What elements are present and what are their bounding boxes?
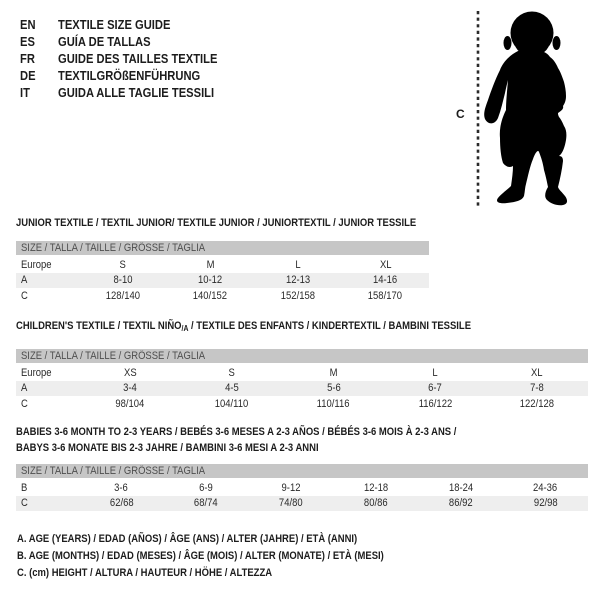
column-header-cell — [254, 259, 342, 271]
row-label — [16, 497, 79, 509]
row-cell — [254, 290, 342, 302]
row-label-text: A — [21, 274, 28, 287]
row-cell-text: 152/158 — [280, 289, 315, 302]
table-title — [16, 215, 429, 231]
row-cell — [167, 290, 255, 302]
column-header-label — [16, 367, 79, 379]
language-row — [20, 67, 243, 84]
row-cell-text: 122/128 — [519, 397, 555, 410]
language-label: GUÍA DE TALLAS — [58, 34, 151, 49]
row-cell-text: 5-6 — [326, 382, 341, 395]
size-table-junior — [16, 215, 429, 304]
column-header-cell — [181, 367, 283, 379]
table-row — [16, 273, 429, 289]
table-title — [16, 424, 588, 456]
row-cell-text: 74/80 — [279, 497, 303, 510]
size-header-bar — [16, 464, 588, 478]
footnote-text: B. AGE (MONTHS) / EDAD (MESES) / ÂGE (MOIS) / ALTER (MONATE) / ETÀ (MESI) — [17, 550, 384, 562]
column-header-cell-text: XS — [123, 366, 137, 379]
row-cell — [342, 274, 430, 286]
row-label — [16, 290, 79, 302]
row-label-text: C — [21, 289, 28, 302]
row-cell — [167, 274, 255, 286]
row-cell-text: 7-8 — [530, 382, 544, 395]
language-row — [20, 84, 243, 101]
language-label: TEXTILE SIZE GUIDE — [58, 17, 171, 32]
table-row — [16, 381, 588, 397]
column-header-label — [16, 259, 79, 271]
language-code — [20, 34, 58, 49]
table-title-segment: BABIES 3-6 MONTH TO 2-3 YEARS / BEBÉS 3-6 MESES A 2-3 AÑOS / BÉBÉS 3-6 MOIS À 2-3 ANS / — [16, 426, 457, 438]
language-code-text: DE — [20, 68, 36, 83]
row-cell-text: 3-6 — [114, 481, 129, 494]
row-cell — [418, 482, 503, 494]
language-code — [20, 85, 58, 100]
column-header-cell-text: XL — [531, 366, 543, 379]
row-cell-text: 24-36 — [533, 481, 558, 494]
column-header-cell — [283, 367, 385, 379]
row-cell-text: 158/170 — [368, 289, 403, 302]
row-cell — [333, 497, 418, 509]
row-cell-text: 3-4 — [123, 382, 137, 395]
row-label — [16, 482, 79, 494]
row-cell-text: 18-24 — [448, 481, 473, 494]
column-header-cell — [79, 259, 167, 271]
column-header-row — [16, 257, 429, 273]
column-header-cell — [79, 367, 181, 379]
table-title-text — [16, 215, 416, 231]
row-cell — [164, 482, 249, 494]
table-title-segment: /A — [181, 324, 189, 333]
column-header-label-text: Europe — [21, 366, 52, 379]
language-code-text: FR — [20, 51, 35, 66]
row-cell-text: 68/74 — [194, 497, 219, 510]
row-cell-text: 110/116 — [317, 397, 350, 410]
language-row — [20, 50, 243, 67]
table-title-segment: CHILDREN'S TEXTILE / TEXTIL NIÑO — [16, 320, 182, 332]
footnote-text: A. AGE (YEARS) / EDAD (AÑOS) / ÂGE (ANS) / ALTER (JAHRE) / ETÀ (ANNI) — [17, 533, 358, 545]
language-guide — [20, 16, 243, 101]
row-label-text: C — [21, 397, 28, 410]
row-cell-text: 10-12 — [198, 274, 223, 287]
size-header-text: SIZE / TALLA / TAILLE / GRÖSSE / TAGLIA — [21, 242, 206, 254]
table-row — [16, 396, 588, 412]
language-code-text: EN — [20, 17, 36, 32]
table-title-line — [16, 424, 588, 440]
column-header-cell-text: M — [329, 366, 338, 379]
row-cell — [79, 274, 167, 286]
height-marker-label: C — [456, 107, 465, 121]
row-label-text: A — [21, 382, 28, 395]
row-cell-text: 62/68 — [109, 497, 134, 510]
language-code — [20, 17, 58, 32]
language-code-text: ES — [20, 34, 35, 49]
row-cell — [283, 398, 385, 410]
footnote-line — [17, 531, 444, 548]
row-label — [16, 274, 79, 286]
row-cell-text: 8-10 — [113, 274, 133, 287]
table-title-segment: JUNIOR TEXTILE / TEXTIL JUNIOR/ TEXTILE JUNIOR / JUNIORTEXTIL / JUNIOR TESSILE — [16, 217, 417, 229]
row-cell — [384, 382, 486, 394]
footnote-line — [17, 565, 444, 582]
baby-figure-svg — [446, 2, 588, 214]
column-header-cell-text: XL — [379, 258, 392, 271]
row-cell — [342, 290, 430, 302]
table-row — [16, 480, 588, 496]
table-title-line — [16, 318, 588, 337]
row-cell — [333, 482, 418, 494]
table-title-segment: / TEXTILE DES ENFANTS / KINDERTEXTIL / BAMBINI TESSILE — [188, 320, 472, 332]
language-code-text: IT — [20, 85, 30, 100]
language-label: GUIDE DES TAILLES TEXTILE — [58, 51, 218, 66]
column-header-cell-text: S — [228, 366, 235, 379]
row-cell — [254, 274, 342, 286]
column-header-label-text: Europe — [21, 258, 52, 271]
row-cell — [249, 482, 334, 494]
language-row — [20, 33, 243, 50]
row-cell-text: 86/92 — [448, 497, 473, 510]
column-header-cell — [486, 367, 588, 379]
size-table-babies — [16, 424, 588, 511]
size-header-bar — [16, 349, 588, 363]
row-cell-text: 14-16 — [373, 274, 398, 287]
table-row — [16, 288, 429, 304]
language-label: TEXTILGRÖßENFÜHRUNG — [58, 68, 201, 83]
row-cell — [486, 382, 588, 394]
column-header-row — [16, 365, 588, 381]
row-cell — [418, 497, 503, 509]
row-cell — [384, 398, 486, 410]
table-title-segment: BABYS 3-6 MONATE BIS 2-3 JAHRE / BAMBINI 3-6 MESI A 2-3 ANNI — [16, 442, 319, 454]
row-cell-text: 92/98 — [533, 497, 558, 510]
row-cell — [79, 497, 164, 509]
row-label — [16, 382, 79, 394]
row-cell-text: 104/110 — [214, 397, 249, 410]
row-cell — [249, 497, 334, 509]
language-label: GUIDA ALLE TAGLIE TESSILI — [58, 85, 215, 100]
table-title — [16, 318, 588, 337]
row-cell — [486, 398, 588, 410]
column-header-cell-text: L — [432, 366, 438, 379]
table-title-text — [16, 440, 319, 456]
row-label-text: B — [21, 481, 28, 494]
table-title-line — [16, 440, 588, 456]
table-title-text — [16, 424, 456, 440]
column-header-cell-text: L — [295, 258, 301, 271]
table-row — [16, 496, 588, 512]
table-title-text — [16, 318, 471, 337]
size-table-children — [16, 318, 588, 412]
row-cell — [79, 382, 181, 394]
footnote-text: C. (cm) HEIGHT / ALTURA / HAUTEUR / HÖHE / ALTEZZA — [17, 567, 273, 579]
table-title-line — [16, 215, 429, 231]
row-cell-text: 4-5 — [224, 382, 239, 395]
row-cell-text: 6-9 — [199, 481, 214, 494]
row-cell — [79, 398, 181, 410]
row-cell-text: 80/86 — [364, 497, 388, 510]
row-label — [16, 398, 79, 410]
size-header-bar — [16, 241, 429, 255]
language-row — [20, 16, 243, 33]
row-cell-text: 12-18 — [363, 481, 388, 494]
row-cell-text: 140/152 — [193, 289, 228, 302]
column-header-cell — [384, 367, 486, 379]
baby-silhouette — [484, 12, 567, 206]
language-code — [20, 68, 58, 83]
row-cell — [164, 497, 249, 509]
column-header-cell — [167, 259, 255, 271]
row-cell-text: 12-13 — [285, 274, 310, 287]
row-label-text: C — [21, 497, 28, 510]
footnote-line — [17, 548, 444, 565]
row-cell-text: 6-7 — [428, 382, 443, 395]
column-header-cell-text: S — [119, 258, 126, 271]
row-cell — [181, 398, 283, 410]
size-header-text: SIZE / TALLA / TAILLE / GRÖSSE / TAGLIA — [21, 350, 206, 362]
row-cell — [79, 290, 167, 302]
size-header-text: SIZE / TALLA / TAILLE / GRÖSSE / TAGLIA — [21, 465, 206, 477]
row-cell — [283, 382, 385, 394]
language-code — [20, 51, 58, 66]
row-cell-text: 98/104 — [115, 397, 145, 410]
column-header-cell-text: M — [206, 258, 215, 271]
row-cell — [79, 482, 164, 494]
row-cell-text: 9-12 — [281, 481, 301, 494]
row-cell — [181, 382, 283, 394]
footnotes — [17, 531, 444, 582]
column-header-cell — [342, 259, 430, 271]
row-cell-text: 116/122 — [418, 397, 453, 410]
row-cell — [503, 497, 588, 509]
row-cell — [503, 482, 588, 494]
row-cell-text: 128/140 — [105, 289, 140, 302]
